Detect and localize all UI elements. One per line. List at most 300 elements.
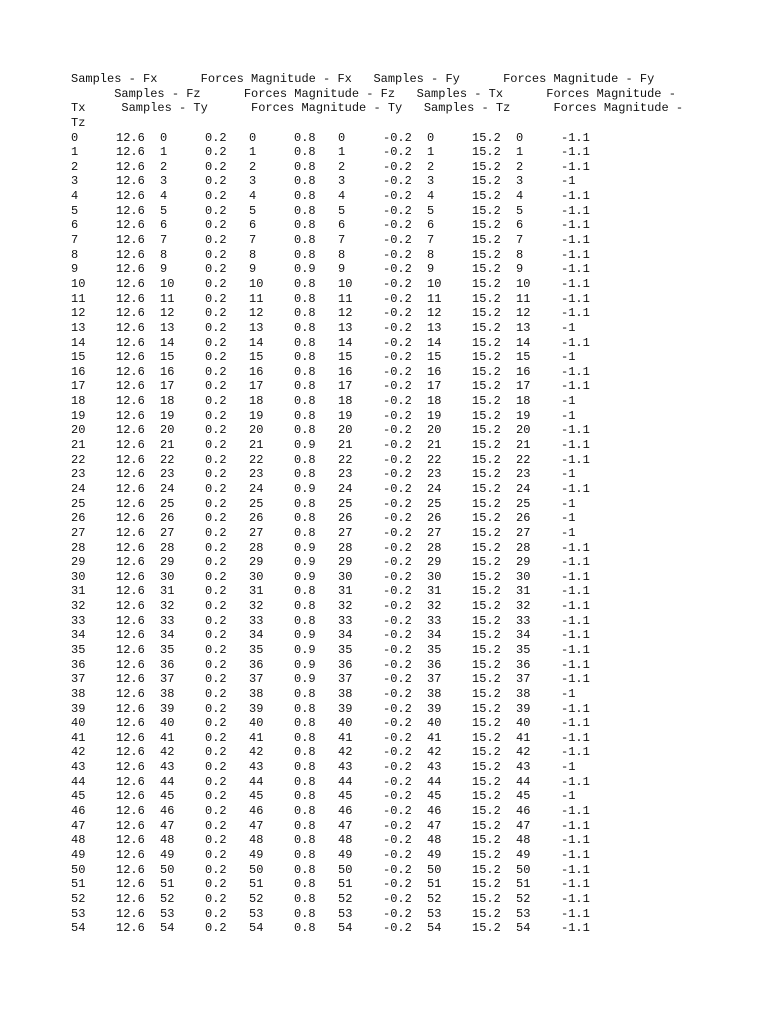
table-cell: 34	[427, 628, 442, 643]
table-cell: 15.2	[472, 789, 501, 804]
table-cell: 12.6	[116, 686, 145, 701]
table-cell: 49	[160, 847, 175, 862]
table-cell: -0.2	[383, 701, 412, 716]
table-cell: 18	[516, 394, 531, 409]
table-cell: -0.2	[383, 364, 412, 379]
table-cell: 0.2	[205, 540, 227, 555]
table-cell: 23	[516, 467, 531, 482]
table-cell: 47	[71, 818, 86, 833]
table-cell: 17	[71, 379, 86, 394]
table-cell: 12.6	[116, 203, 145, 218]
table-cell: 5	[249, 203, 257, 218]
table-cell: 12.6	[116, 818, 145, 833]
table-cell: 41	[160, 730, 175, 745]
table-cell: -1.1	[561, 555, 590, 570]
table-cell: 15	[427, 350, 442, 365]
table-cell: 15	[160, 350, 175, 365]
table-cell: 0.8	[294, 423, 316, 438]
table-cell: 0.2	[205, 730, 227, 745]
table-cell: 10	[71, 276, 86, 291]
table-cell: 0.8	[294, 599, 316, 614]
table-cell: 37	[338, 672, 353, 687]
table-cell: 15.2	[472, 438, 501, 453]
table-cell: 0.8	[294, 364, 316, 379]
table-cell: -1.1	[561, 291, 590, 306]
table-cell: 49	[516, 847, 531, 862]
table-cell: 9	[338, 262, 346, 277]
table-cell: 0.2	[205, 906, 227, 921]
table-cell: 12	[338, 306, 353, 321]
table-cell: 53	[71, 906, 86, 921]
table-cell: 49	[71, 847, 86, 862]
table-cell: -0.2	[383, 130, 412, 145]
table-cell: 15.2	[472, 730, 501, 745]
table-cell: 48	[516, 833, 531, 848]
table-cell: 22	[427, 452, 442, 467]
table-cell: 48	[249, 833, 264, 848]
table-cell: -1.1	[561, 218, 590, 233]
table-cell: 12	[71, 306, 86, 321]
table-cell: 3	[427, 174, 435, 189]
table-cell: 24	[427, 481, 442, 496]
table-cell: -1.1	[561, 599, 590, 614]
table-cell: -0.2	[383, 686, 412, 701]
table-cell: -1	[561, 408, 576, 423]
table-cell: -1.1	[561, 891, 590, 906]
table-cell: -1	[561, 174, 576, 189]
table-cell: 12.6	[116, 189, 145, 204]
table-cell: 2	[160, 159, 168, 174]
table-cell: 15.2	[472, 657, 501, 672]
table-cell: 12.6	[116, 555, 145, 570]
table-cell: -1.1	[561, 145, 590, 160]
table-row	[71, 921, 761, 936]
table-cell: 0.2	[205, 745, 227, 760]
table-cell: 0.9	[294, 642, 316, 657]
table-cell: -1.1	[561, 877, 590, 892]
table-cell: 43	[71, 760, 86, 775]
table-cell: 39	[71, 701, 86, 716]
table-row	[71, 248, 761, 263]
table-cell: 31	[427, 584, 442, 599]
table-cell: 12.6	[116, 540, 145, 555]
table-cell: 27	[338, 525, 353, 540]
table-cell: 15.2	[472, 262, 501, 277]
table-cell: 0.8	[294, 804, 316, 819]
data-document	[71, 72, 761, 936]
table-cell: 0.9	[294, 672, 316, 687]
table-cell: 33	[516, 613, 531, 628]
table-cell: 0.9	[294, 540, 316, 555]
table-cell: 53	[338, 906, 353, 921]
table-cell: 3	[516, 174, 524, 189]
table-cell: 27	[427, 525, 442, 540]
table-row	[71, 819, 761, 834]
table-cell: 23	[71, 467, 86, 482]
header-line: Samples - Fz Forces Magnitude - Fz Samples - Tx Forces Magnitude -	[71, 86, 676, 101]
table-cell: 0.8	[294, 247, 316, 262]
table-cell: 0.2	[205, 818, 227, 833]
table-cell: 0.8	[294, 818, 316, 833]
table-cell: 0.2	[205, 306, 227, 321]
table-row	[71, 658, 761, 673]
table-cell: 12	[427, 306, 442, 321]
table-cell: 0.8	[294, 233, 316, 248]
table-cell: 0.8	[294, 174, 316, 189]
table-cell: 15.2	[472, 818, 501, 833]
table-cell: 31	[160, 584, 175, 599]
table-cell: 2	[338, 159, 346, 174]
table-cell: 17	[427, 379, 442, 394]
table-row	[71, 379, 761, 394]
table-cell: 13	[71, 320, 86, 335]
table-cell: -1	[561, 320, 576, 335]
table-cell: 0.8	[294, 218, 316, 233]
table-cell: 11	[338, 291, 353, 306]
table-cell: 5	[71, 203, 79, 218]
table-cell: 0.8	[294, 686, 316, 701]
table-cell: 50	[427, 862, 442, 877]
table-cell: 12.6	[116, 218, 145, 233]
table-row	[71, 628, 761, 643]
table-cell: 0.2	[205, 174, 227, 189]
table-cell: 15.2	[472, 774, 501, 789]
table-cell: 2	[71, 159, 79, 174]
table-cell: -0.2	[383, 379, 412, 394]
table-cell: -1	[561, 467, 576, 482]
table-cell: 43	[338, 760, 353, 775]
table-cell: 12.6	[116, 891, 145, 906]
table-cell: -1.1	[561, 452, 590, 467]
table-cell: 28	[160, 540, 175, 555]
table-cell: 15.2	[472, 496, 501, 511]
table-row	[71, 145, 761, 160]
table-cell: 28	[71, 540, 86, 555]
table-cell: -0.2	[383, 306, 412, 321]
table-cell: 44	[516, 774, 531, 789]
table-cell: -1	[561, 760, 576, 775]
table-cell: 0.8	[294, 408, 316, 423]
table-cell: 6	[160, 218, 168, 233]
table-cell: 50	[338, 862, 353, 877]
table-cell: 12.6	[116, 174, 145, 189]
table-cell: 44	[338, 774, 353, 789]
table-cell: 15	[71, 350, 86, 365]
table-cell: 33	[160, 613, 175, 628]
table-cell: 26	[71, 511, 86, 526]
table-cell: -1.1	[561, 833, 590, 848]
table-cell: 12.6	[116, 847, 145, 862]
table-cell: 8	[338, 247, 346, 262]
table-cell: -1.1	[561, 745, 590, 760]
table-row	[71, 570, 761, 585]
table-cell: 15	[338, 350, 353, 365]
table-cell: 22	[160, 452, 175, 467]
table-cell: 0.2	[205, 408, 227, 423]
table-cell: 5	[516, 203, 524, 218]
table-cell: 8	[249, 247, 257, 262]
table-cell: 14	[516, 335, 531, 350]
table-cell: -0.2	[383, 291, 412, 306]
table-cell: -0.2	[383, 628, 412, 643]
table-cell: -1.1	[561, 247, 590, 262]
table-cell: 49	[427, 847, 442, 862]
table-cell: -0.2	[383, 467, 412, 482]
table-cell: 0.2	[205, 218, 227, 233]
table-cell: 27	[71, 525, 86, 540]
table-cell: 1	[249, 145, 257, 160]
table-cell: 20	[427, 423, 442, 438]
table-cell: 12	[516, 306, 531, 321]
table-row	[71, 702, 761, 717]
table-cell: 15.2	[472, 613, 501, 628]
table-cell: 0.2	[205, 569, 227, 584]
table-cell: 0.8	[294, 496, 316, 511]
table-cell: -1.1	[561, 481, 590, 496]
table-cell: 25	[71, 496, 86, 511]
table-cell: 32	[338, 599, 353, 614]
table-cell: 24	[338, 481, 353, 496]
table-cell: 42	[160, 745, 175, 760]
table-cell: 12.6	[116, 481, 145, 496]
table-cell: 25	[249, 496, 264, 511]
table-cell: 1	[71, 145, 79, 160]
table-row	[71, 277, 761, 292]
table-cell: 53	[249, 906, 264, 921]
table-cell: 17	[249, 379, 264, 394]
table-cell: 42	[249, 745, 264, 760]
table-row	[71, 189, 761, 204]
table-cell: 48	[427, 833, 442, 848]
table-cell: 36	[516, 657, 531, 672]
table-cell: 12.6	[116, 291, 145, 306]
table-cell: 32	[71, 599, 86, 614]
table-cell: 0.2	[205, 833, 227, 848]
table-cell: 15.2	[472, 833, 501, 848]
table-cell: 29	[160, 555, 175, 570]
table-cell: 0.2	[205, 657, 227, 672]
table-cell: 51	[516, 877, 531, 892]
table-cell: 44	[160, 774, 175, 789]
table-row	[71, 218, 761, 233]
table-cell: 12.6	[116, 262, 145, 277]
table-cell: 40	[249, 716, 264, 731]
table-row	[71, 497, 761, 512]
table-cell: 50	[71, 862, 86, 877]
table-cell: 15.2	[472, 599, 501, 614]
table-cell: -1.1	[561, 233, 590, 248]
table-cell: 7	[249, 233, 257, 248]
table-cell: -0.2	[383, 145, 412, 160]
table-row	[71, 482, 761, 497]
table-cell: 14	[249, 335, 264, 350]
table-row	[71, 423, 761, 438]
table-cell: 18	[338, 394, 353, 409]
table-cell: 0.8	[294, 906, 316, 921]
table-cell: -1.1	[561, 921, 590, 936]
table-cell: 10	[160, 276, 175, 291]
table-cell: 15.2	[472, 174, 501, 189]
table-cell: -0.2	[383, 320, 412, 335]
table-cell: 1	[516, 145, 524, 160]
table-cell: -1.1	[561, 584, 590, 599]
table-cell: 24	[249, 481, 264, 496]
table-cell: 26	[516, 511, 531, 526]
table-cell: 34	[160, 628, 175, 643]
table-cell: 4	[249, 189, 257, 204]
table-cell: 12.6	[116, 569, 145, 584]
table-cell: 0.8	[294, 320, 316, 335]
table-cell: 32	[249, 599, 264, 614]
table-cell: 16	[516, 364, 531, 379]
table-cell: 41	[516, 730, 531, 745]
table-cell: 39	[516, 701, 531, 716]
table-row	[71, 526, 761, 541]
table-cell: -0.2	[383, 891, 412, 906]
table-cell: 37	[160, 672, 175, 687]
table-cell: 12.6	[116, 247, 145, 262]
table-cell: 35	[516, 642, 531, 657]
table-cell: 15.2	[472, 364, 501, 379]
table-cell: 24	[71, 481, 86, 496]
table-cell: 15.2	[472, 481, 501, 496]
table-cell: 29	[516, 555, 531, 570]
table-cell: 26	[249, 511, 264, 526]
table-cell: 4	[427, 189, 435, 204]
table-cell: 46	[249, 804, 264, 819]
table-cell: 12.6	[116, 423, 145, 438]
table-cell: -0.2	[383, 511, 412, 526]
table-cell: 0.2	[205, 511, 227, 526]
table-cell: 0.9	[294, 657, 316, 672]
table-cell: 39	[160, 701, 175, 716]
table-cell: 19	[427, 408, 442, 423]
table-cell: 22	[71, 452, 86, 467]
table-cell: 45	[160, 789, 175, 804]
table-cell: 7	[338, 233, 346, 248]
table-cell: -1.1	[561, 701, 590, 716]
table-row	[71, 262, 761, 277]
table-cell: 10	[338, 276, 353, 291]
table-cell: 0.8	[294, 306, 316, 321]
table-cell: 32	[516, 599, 531, 614]
table-cell: -0.2	[383, 862, 412, 877]
table-cell: 0.8	[294, 760, 316, 775]
table-cell: 30	[71, 569, 86, 584]
table-cell: 9	[71, 262, 79, 277]
table-cell: 30	[249, 569, 264, 584]
table-cell: -0.2	[383, 921, 412, 936]
table-cell: -0.2	[383, 394, 412, 409]
table-cell: 45	[427, 789, 442, 804]
table-cell: -1.1	[561, 540, 590, 555]
table-cell: -0.2	[383, 818, 412, 833]
table-cell: 12.6	[116, 320, 145, 335]
table-row	[71, 350, 761, 365]
table-cell: 40	[160, 716, 175, 731]
table-cell: 15.2	[472, 247, 501, 262]
table-cell: 30	[338, 569, 353, 584]
table-cell: 0.2	[205, 481, 227, 496]
table-cell: 0.2	[205, 452, 227, 467]
table-cell: -1.1	[561, 130, 590, 145]
table-cell: -1.1	[561, 335, 590, 350]
table-cell: 16	[160, 364, 175, 379]
table-cell: -1	[561, 496, 576, 511]
table-cell: 15.2	[472, 847, 501, 862]
table-cell: 15.2	[472, 159, 501, 174]
table-row	[71, 131, 761, 146]
table-cell: 38	[71, 686, 86, 701]
table-cell: 13	[427, 320, 442, 335]
table-row	[71, 687, 761, 702]
table-cell: 27	[516, 525, 531, 540]
table-cell: 0.8	[294, 350, 316, 365]
table-cell: 54	[249, 921, 264, 936]
table-cell: 0.8	[294, 379, 316, 394]
table-cell: 15.2	[472, 716, 501, 731]
table-cell: 0.8	[294, 847, 316, 862]
table-cell: 18	[427, 394, 442, 409]
table-cell: 12.6	[116, 408, 145, 423]
table-cell: 30	[516, 569, 531, 584]
table-cell: 0	[160, 130, 168, 145]
table-cell: 35	[427, 642, 442, 657]
table-cell: 54	[338, 921, 353, 936]
table-cell: 0.2	[205, 701, 227, 716]
table-cell: 5	[338, 203, 346, 218]
table-cell: 15.2	[472, 379, 501, 394]
table-cell: 12.6	[116, 804, 145, 819]
table-cell: 4	[338, 189, 346, 204]
table-cell: 12.6	[116, 335, 145, 350]
table-cell: 0.2	[205, 891, 227, 906]
table-cell: 20	[338, 423, 353, 438]
table-cell: 24	[516, 481, 531, 496]
table-cell: 22	[338, 452, 353, 467]
table-cell: -1.1	[561, 379, 590, 394]
table-row	[71, 614, 761, 629]
table-cell: 52	[160, 891, 175, 906]
table-cell: 28	[427, 540, 442, 555]
table-cell: 12.6	[116, 642, 145, 657]
table-cell: 4	[516, 189, 524, 204]
table-cell: -1.1	[561, 818, 590, 833]
table-cell: 46	[427, 804, 442, 819]
table-cell: -1	[561, 686, 576, 701]
table-row	[71, 863, 761, 878]
table-cell: 11	[71, 291, 86, 306]
table-cell: 18	[71, 394, 86, 409]
table-row	[71, 453, 761, 468]
table-cell: 15.2	[472, 218, 501, 233]
table-cell: 30	[160, 569, 175, 584]
table-cell: 0.8	[294, 291, 316, 306]
table-cell: 15.2	[472, 233, 501, 248]
table-cell: 15.2	[472, 394, 501, 409]
table-cell: 47	[427, 818, 442, 833]
table-cell: -1.1	[561, 628, 590, 643]
table-cell: 13	[516, 320, 531, 335]
table-cell: 24	[160, 481, 175, 496]
table-cell: 50	[249, 862, 264, 877]
table-cell: 44	[249, 774, 264, 789]
table-cell: 3	[338, 174, 346, 189]
table-cell: 0.8	[294, 452, 316, 467]
table-cell: -1.1	[561, 306, 590, 321]
table-cell: 11	[516, 291, 531, 306]
table-cell: 16	[249, 364, 264, 379]
